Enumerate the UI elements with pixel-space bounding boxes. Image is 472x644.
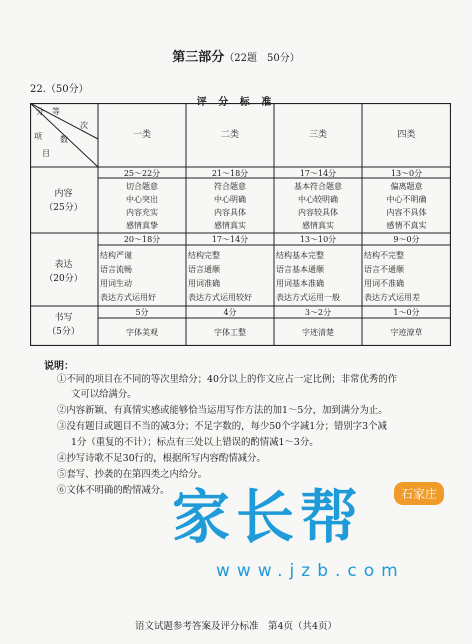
corner-label-mu: 目 xyxy=(42,149,50,158)
expression-g1-l1: 结构严谨 xyxy=(100,251,132,260)
content-g2-l4: 感情真实 xyxy=(214,221,246,230)
content-g3-l1: 基本符合题意 xyxy=(294,182,342,191)
notes-title: 说明： xyxy=(44,361,74,372)
expression-g2-l1: 结构完整 xyxy=(188,251,220,260)
expression-g4-l4: 表达方式运用差 xyxy=(364,293,420,302)
content-g2-l1: 符合题意 xyxy=(214,182,246,191)
note-6: ⑥文体不明确的酌情减分。 xyxy=(57,485,170,496)
row-label-handwriting-points: （5分） xyxy=(47,326,80,337)
row-label-expression-name: 表达 xyxy=(54,260,73,270)
row-label-content xyxy=(30,188,97,215)
expression-g3-l4: 表达方式运用一般 xyxy=(276,293,340,302)
expression-g4-l1: 结构不完整 xyxy=(364,251,404,260)
content-g1-l3: 内容充实 xyxy=(126,208,158,217)
handwriting-g2: 字体工整 xyxy=(214,328,246,337)
content-score-2: 21～18分 xyxy=(211,169,249,178)
expression-score-1: 20～18分 xyxy=(123,235,161,244)
content-g1-l4: 感情真挚 xyxy=(126,221,158,230)
note-1-line-1: ①不同的项目在不同的等次里给分；40分以上的作文应占一定比例；非常优秀的作 xyxy=(57,374,398,385)
corner-label-mid: 次 xyxy=(80,121,88,130)
content-score-1: 25～22分 xyxy=(123,169,161,178)
note-5: ⑤套写、抄袭的在第四类之内给分。 xyxy=(57,469,208,480)
content-g3-l3: 内容较具体 xyxy=(298,208,338,217)
content-g3-l4: 感情真实 xyxy=(302,221,334,230)
content-score-4: 13～0分 xyxy=(390,169,423,178)
corner-label-shu: 数 xyxy=(60,135,68,144)
content-g2-l3: 内容具体 xyxy=(214,208,246,217)
grade-header-1: 一类 xyxy=(132,130,151,140)
expression-g4-l2: 语言不通顺 xyxy=(364,265,404,274)
expression-g2-l4: 表达方式运用较好 xyxy=(188,293,252,302)
expression-score-4: 9～0分 xyxy=(393,235,420,244)
watermark-brand: 家长帮 xyxy=(172,483,365,551)
row-label-content-points: （25分） xyxy=(44,202,83,213)
grade-header-2: 二类 xyxy=(220,130,239,140)
content-g4-l4: 感情不真实 xyxy=(386,221,427,230)
part-title-main: 第三部分 xyxy=(172,50,225,65)
note-4: ④抄写诗歌不足30行的，根据所写内容酌情减分。 xyxy=(57,453,266,464)
row-label-content-name: 内容 xyxy=(54,189,73,199)
watermark-url: www.jzb.com xyxy=(216,561,405,581)
handwriting-g1: 字体美观 xyxy=(126,328,158,337)
row-label-expression-points: （20分） xyxy=(44,273,83,284)
content-g4-l1: 偏离题意 xyxy=(390,182,423,191)
content-g2-l2: 中心明确 xyxy=(214,195,246,204)
watermark-logo xyxy=(172,483,472,598)
expression-g2-l2: 语言通顺 xyxy=(188,265,220,274)
grade-header-3: 三类 xyxy=(308,130,327,140)
question-label: 22.（50分） xyxy=(30,84,89,95)
expression-g1-l2: 语言流畅 xyxy=(100,265,132,274)
note-3-line-1: ③没有题目或题目不当的减3分；不足字数的，每少50个字减1分；错别字3个减 xyxy=(57,421,387,432)
row-label-expression xyxy=(30,259,97,286)
part-title-subtitle: （22题 50分） xyxy=(224,53,300,64)
expression-g3-l3: 用词基本准确 xyxy=(276,279,324,288)
handwriting-score-3: 3～2分 xyxy=(304,308,332,317)
expression-score-3: 13～10分 xyxy=(299,235,337,244)
content-g1-l1: 切合题意 xyxy=(126,182,158,191)
handwriting-score-1: 5分 xyxy=(135,308,149,317)
handwriting-g3: 字迹清楚 xyxy=(302,328,334,337)
expression-g3-l2: 语言基本通顺 xyxy=(276,265,324,274)
content-g3-l2: 中心较明确 xyxy=(298,195,338,204)
scoring-table xyxy=(30,103,451,346)
row-label-handwriting-name: 书写 xyxy=(54,313,73,323)
expression-g1-l3: 用词生动 xyxy=(100,279,132,288)
note-3-line-2: 1分（重复的不计）；标点有三处以上错误的酌情减1～3分。 xyxy=(71,437,319,448)
handwriting-score-4: 1～0分 xyxy=(393,308,420,317)
page-footer: 语文试题参考答案及评分标准 第4页（共4页） xyxy=(134,621,338,632)
scoring-standard-title: 评 分 标 准 xyxy=(196,97,276,108)
grade-header-4: 四类 xyxy=(397,130,416,140)
expression-score-2: 17～14分 xyxy=(211,235,249,244)
content-g4-l3: 内容不具体 xyxy=(386,208,427,217)
content-g4-l2: 中心不明确 xyxy=(386,195,427,204)
row-label-handwriting xyxy=(30,312,97,339)
watermark-city-badge: 石家庄 xyxy=(394,482,444,505)
note-1-line-2: 文可以给满分。 xyxy=(71,389,137,400)
note-2: ②内容新颖、有真情实感或能够恰当运用写作方法的加1～5分，加到满分为止。 xyxy=(57,405,388,416)
handwriting-g4: 字迹潦草 xyxy=(390,328,423,337)
handwriting-score-2: 4分 xyxy=(223,308,237,317)
expression-g4-l3: 用词不准确 xyxy=(364,279,404,288)
content-g1-l2: 中心突出 xyxy=(126,195,158,204)
content-score-3: 17～14分 xyxy=(299,169,337,178)
expression-g3-l1: 结构基本完整 xyxy=(276,251,324,260)
expression-g1-l4: 表达方式运用好 xyxy=(100,293,156,302)
part-title xyxy=(0,46,472,65)
expression-g2-l3: 用词准确 xyxy=(188,279,220,288)
corner-label-xiang: 项 xyxy=(34,132,42,141)
corner-label-top: 分 等 xyxy=(36,107,60,116)
